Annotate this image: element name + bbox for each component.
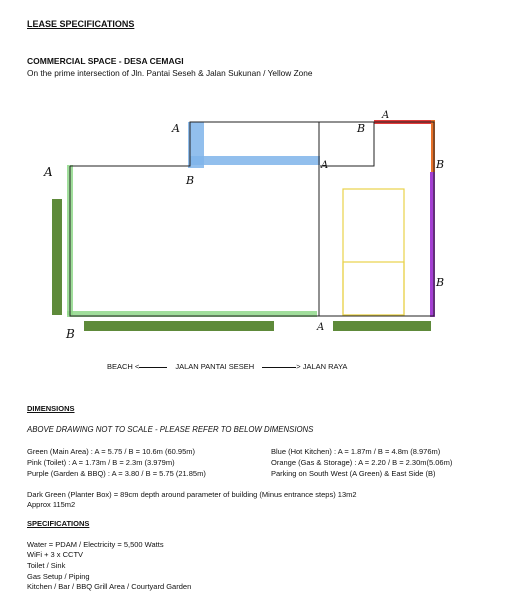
approx-area: Approx 115m2 bbox=[27, 500, 76, 509]
parking-note: Parking on South West (A Green) & East Side (B) bbox=[271, 469, 436, 478]
direction-caption bbox=[107, 362, 347, 372]
dimensions-note: ABOVE DRAWING NOT TO SCALE - PLEASE REFER TO BELOW DIMENSIONS bbox=[27, 425, 314, 434]
spec-item: Toilet / Sink bbox=[27, 561, 66, 570]
marker-b-southwest: B bbox=[66, 327, 75, 341]
direction-center: JALAN PANTAI SESEH bbox=[175, 362, 255, 371]
marker-b-east-upper: B bbox=[436, 158, 445, 171]
spec-item: WiFi + 3 x CCTV bbox=[27, 550, 84, 559]
blue-hot-kitchen bbox=[188, 122, 320, 168]
planter-note: Dark Green (Planter Box) = 89cm depth around parameter of building (Minus entrance steps) 13m2 bbox=[27, 490, 357, 499]
planter-box-south bbox=[84, 321, 274, 331]
arrow-line-right bbox=[262, 367, 296, 368]
marker-b-toilet: B bbox=[357, 122, 366, 135]
marker-b-east-lower: B bbox=[436, 276, 445, 289]
marker-a-kitchen: A bbox=[172, 122, 180, 135]
spec-item: Kitchen / Bar / BBQ Grill Area / Courtyard Garden bbox=[27, 582, 192, 591]
property-subtitle: COMMERCIAL SPACE - DESA CEMAGI bbox=[27, 56, 184, 66]
marker-a-toilet: A bbox=[321, 160, 329, 171]
spec-item: Water = PDAM / Electricity = 5,500 Watts bbox=[27, 540, 164, 549]
marker-b-kitchen: B bbox=[186, 174, 195, 187]
direction-right: > JALAN RAYA bbox=[296, 362, 348, 371]
direction-left: BEACH < bbox=[107, 362, 140, 371]
arrow-line-left bbox=[139, 367, 167, 368]
green-main-area bbox=[67, 165, 317, 317]
dimension-blue: Blue (Hot Kitchen) : A = 1.87m / B = 4.8m (8.976m) bbox=[271, 447, 441, 456]
marker-a-southeast: A bbox=[317, 322, 325, 333]
page-title: LEASE SPECIFICATIONS bbox=[27, 19, 135, 29]
dimension-green: Green (Main Area) : A = 5.75 / B = 10.6m (60.95m) bbox=[27, 447, 196, 456]
dimensions-heading: DIMENSIONS bbox=[27, 404, 75, 413]
property-location: On the prime intersection of Jln. Pantai Seseh & Jalan Sukunan / Yellow Zone bbox=[27, 68, 313, 78]
building-outline bbox=[70, 122, 434, 316]
yellow-courtyard-inner bbox=[343, 262, 404, 315]
dimension-pink: Pink (Toilet) : A = 1.73m / B = 2.3m (3.979m) bbox=[27, 458, 175, 467]
planter-box-west bbox=[52, 199, 62, 315]
yellow-courtyard-outer bbox=[343, 189, 404, 315]
marker-a-west: A bbox=[44, 165, 53, 179]
planter-box-southeast bbox=[333, 321, 431, 331]
dimension-purple: Purple (Garden & BBQ) : A = 3.80 / B = 5.75 (21.85m) bbox=[27, 469, 206, 478]
spec-item: Gas Setup / Piping bbox=[27, 572, 90, 581]
dimension-orange: Orange (Gas & Storage) : A = 2.20 / B = 2.30m(5.06m) bbox=[271, 458, 453, 467]
marker-a-northeast: A bbox=[382, 110, 390, 121]
specifications-heading: SPECIFICATIONS bbox=[27, 519, 90, 528]
